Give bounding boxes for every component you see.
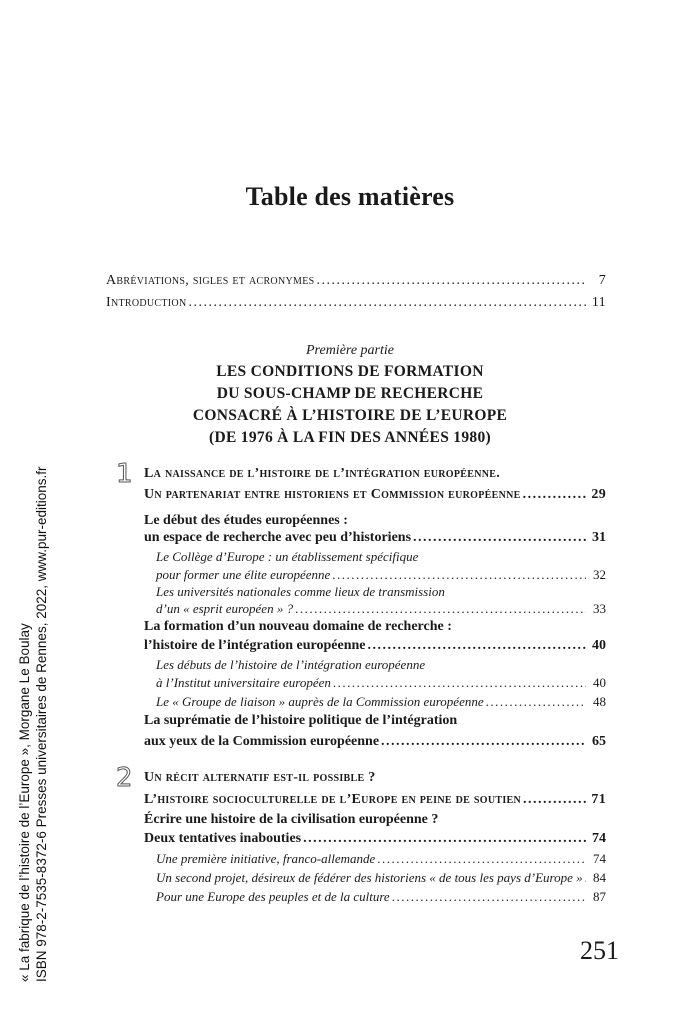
toc-chapter-2[interactable]	[144, 792, 606, 808]
toc-entry-label: Introduction	[106, 295, 187, 310]
toc-page-number: 65	[592, 734, 606, 749]
dot-leader	[381, 734, 586, 750]
chapter-number-2: 2	[116, 763, 133, 793]
toc-page-number: 40	[593, 675, 606, 690]
toc-entry-label: aux yeux de la Commission européenne	[144, 734, 380, 749]
dot-leader	[333, 675, 586, 691]
toc-entry-label: Le « Groupe de liaison » auprès de la Commission européenne	[156, 694, 484, 709]
toc-page-number: 84	[593, 870, 606, 885]
toc-subsection[interactable]	[156, 851, 606, 867]
dot-leader	[523, 487, 586, 503]
chapter-number-1: 1	[116, 459, 133, 489]
page-title: Table des matières	[245, 182, 455, 211]
toc-entry-label: Abréviations, sigles et acronymes	[106, 273, 315, 288]
toc-page-number: 29	[591, 487, 606, 502]
toc-entry-label: d’un « esprit européen » ?	[156, 601, 294, 616]
toc-page-number: 40	[592, 638, 606, 653]
toc-page-number: 74	[592, 831, 606, 846]
subsection-title-line[interactable]: Les débuts de l’histoire de l’intégration européenne	[156, 657, 426, 672]
toc-entry-label: Un partenariat entre historiens et Commission européenne	[144, 487, 521, 502]
toc-subsection[interactable]	[156, 601, 606, 617]
section-title-line[interactable]: Écrire une histoire de la civilisation européenne ?	[144, 812, 439, 827]
page-number: 251	[580, 936, 619, 965]
part-label: Première partie	[306, 343, 394, 358]
dot-leader	[377, 851, 586, 867]
side-credit	[14, 0, 86, 1000]
toc-section-2-1[interactable]	[144, 831, 606, 847]
dot-leader	[523, 792, 586, 808]
part-title-line: LES CONDITIONS DE FORMATION	[216, 363, 484, 380]
toc-section-1-1[interactable]	[144, 530, 606, 546]
toc-subsection[interactable]	[156, 694, 606, 710]
chapter-title-line[interactable]: La naissance de l’histoire de l’intégration européenne.	[144, 466, 501, 481]
toc-subsection[interactable]	[156, 567, 606, 583]
toc-page-number: 11	[591, 295, 606, 310]
section-title-line[interactable]: La suprématie de l’histoire politique de l’intégration	[144, 713, 458, 728]
section-title-line[interactable]: Le début des études européennes :	[144, 513, 348, 528]
toc-entry-label: L’histoire socioculturelle de l’Europe en peine de soutien	[144, 792, 522, 807]
toc-entry-abbreviations[interactable]	[106, 273, 606, 289]
toc-section-1-3[interactable]	[144, 734, 606, 750]
toc-page-number: 31	[592, 530, 606, 545]
part-title-line: (DE 1976 À LA FIN DES ANNÉES 1980)	[209, 429, 491, 446]
section-title-line[interactable]: La formation d’un nouveau domaine de recherche :	[144, 619, 452, 634]
part-title-line: CONSACRÉ À L’HISTOIRE DE L’EUROPE	[192, 407, 508, 424]
dot-leader	[295, 601, 586, 617]
toc-subsection[interactable]	[156, 675, 606, 691]
dot-leader	[368, 638, 586, 654]
toc-entry-label: Un second projet, désireux de fédérer des historiens « de tous les pays d’Europe »	[156, 870, 583, 885]
side-credit-line: ISBN 978-2-7535-8372-6 Presses universitaires de Rennes, 2022, www.pur-editions.fr	[34, 466, 49, 982]
toc-page-number: 33	[593, 601, 606, 616]
dot-leader	[303, 831, 586, 847]
side-credit-line: « La fabrique de l’histoire de l’Europe », Morgane Le Boulay	[17, 623, 32, 982]
toc-page-number: 7	[598, 273, 606, 288]
toc-chapter-1[interactable]	[144, 487, 606, 503]
toc-page-number: 74	[593, 851, 606, 866]
toc-page-number: 71	[591, 792, 606, 807]
part-title-line: DU SOUS-CHAMP DE RECHERCHE	[216, 385, 484, 402]
dot-leader	[392, 889, 586, 905]
toc-entry-label: pour former une élite européenne	[156, 567, 331, 582]
toc-entry-label: l’histoire de l’intégration européenne	[144, 638, 366, 653]
toc-subsection[interactable]	[156, 870, 606, 886]
dot-leader	[413, 530, 586, 546]
toc-entry-label: Une première initiative, franco-allemande	[156, 851, 376, 866]
dot-leader	[188, 295, 586, 311]
toc-page-number: 87	[593, 889, 606, 904]
chapter-title-line[interactable]: Un récit alternatif est-il possible ?	[144, 770, 376, 785]
subsection-title-line[interactable]: Le Collège d’Europe : un établissement spécifique	[156, 549, 419, 564]
toc-entry-label: Deux tentatives inabouties	[144, 831, 302, 846]
subsection-title-line[interactable]: Les universités nationales comme lieux de transmission	[156, 584, 445, 599]
toc-page-number: 32	[593, 567, 606, 582]
dot-leader	[585, 870, 586, 886]
dot-leader	[316, 273, 586, 289]
toc-entry-introduction[interactable]	[106, 295, 606, 311]
toc-section-1-2[interactable]	[144, 638, 606, 654]
toc-entry-label: un espace de recherche avec peu d’historiens	[144, 530, 412, 545]
toc-entry-label: Pour une Europe des peuples et de la culture	[156, 889, 390, 904]
toc-subsection[interactable]	[156, 889, 606, 905]
dot-leader	[486, 694, 586, 710]
toc-page-number: 48	[593, 694, 606, 709]
toc-entry-label: à l’Institut universitaire européen	[156, 675, 331, 690]
dot-leader	[332, 567, 586, 583]
